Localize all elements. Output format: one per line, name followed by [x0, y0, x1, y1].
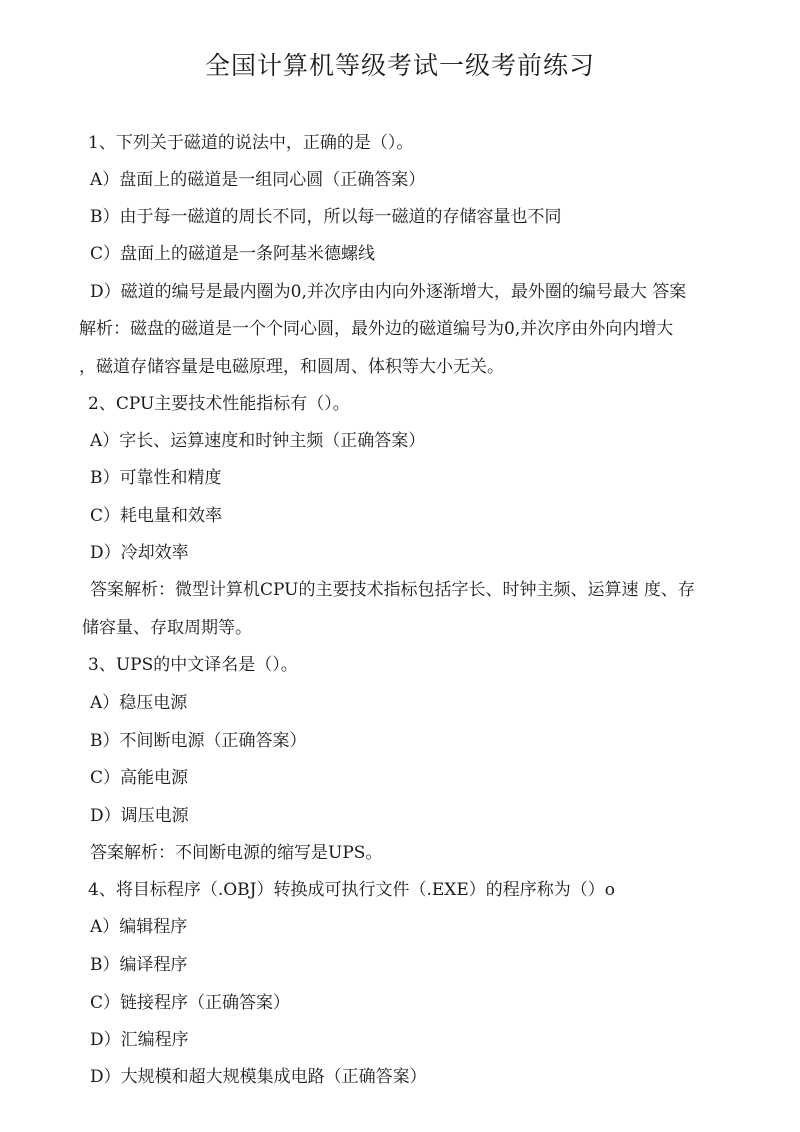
stray-option-d: D）大规模和超大规模集成电路（正确答案） [90, 1067, 427, 1087]
q3-option-c: C）高能电源 [90, 768, 189, 788]
q2-option-d: D）冷却效率 [90, 543, 189, 563]
q3-option-d: D）调压电源 [90, 806, 189, 826]
q1-option-a: A）盘面上的磁道是一组同心圆（正确答案） [90, 170, 426, 190]
q4-option-c: C）链接程序（正确答案） [90, 993, 291, 1013]
q2-explanation-line-1: 答案解析：微型计算机CPU的主要技术指标包括字长、时钟主频、运算速 度、存 [90, 580, 695, 600]
q2-explanation-line-2: 储容量、存取周期等。 [82, 618, 252, 638]
q3-option-a: A）稳压电源 [90, 693, 188, 713]
q4-option-a: A）编辑程序 [90, 917, 188, 937]
q3-explanation: 答案解析：不间断电源的缩写是UPS。 [90, 843, 383, 863]
q2-option-c: C）耗电量和效率 [90, 506, 223, 526]
q4-option-b: B）编译程序 [90, 955, 188, 975]
question-4: 4、将目标程序（.OBJ）转换成可执行文件（.EXE）的程序称为（）o [88, 880, 616, 900]
q4-option-d: D）汇编程序 [90, 1030, 189, 1050]
q3-option-b: B）不间断电源（正确答案） [90, 731, 307, 751]
q1-option-b: B）由于每一磁道的周长不同，所以每一磁道的存储容量也不同 [90, 207, 562, 227]
question-2: 2、CPU主要技术性能指标有（）。 [88, 394, 350, 414]
q1-explanation-line-2: ，磁道存储容量是电磁原理，和圆周、体积等大小无关。 [79, 357, 504, 377]
question-1: 1、下列关于磁道的说法中，正确的是（）。 [88, 133, 414, 153]
q1-option-c: C）盘面上的磁道是一条阿基米德螺线 [90, 244, 376, 264]
q2-option-a: A）字长、运算速度和时钟主频（正确答案） [90, 431, 426, 451]
document-title: 全国计算机等级考试一级考前练习 [204, 51, 595, 80]
q2-option-b: B）可靠性和精度 [90, 468, 222, 488]
q1-option-d: D）磁道的编号是最内圈为0,并次序由内向外逐渐增大，最外圈的编号最大 答案 [90, 282, 687, 302]
question-3: 3、UPS的中文译名是（）。 [88, 655, 298, 675]
q1-explanation-line-1: 解析：磁盘的磁道是一个个同心圆，最外边的磁道编号为0,并次序由外向内增大 [79, 319, 674, 339]
